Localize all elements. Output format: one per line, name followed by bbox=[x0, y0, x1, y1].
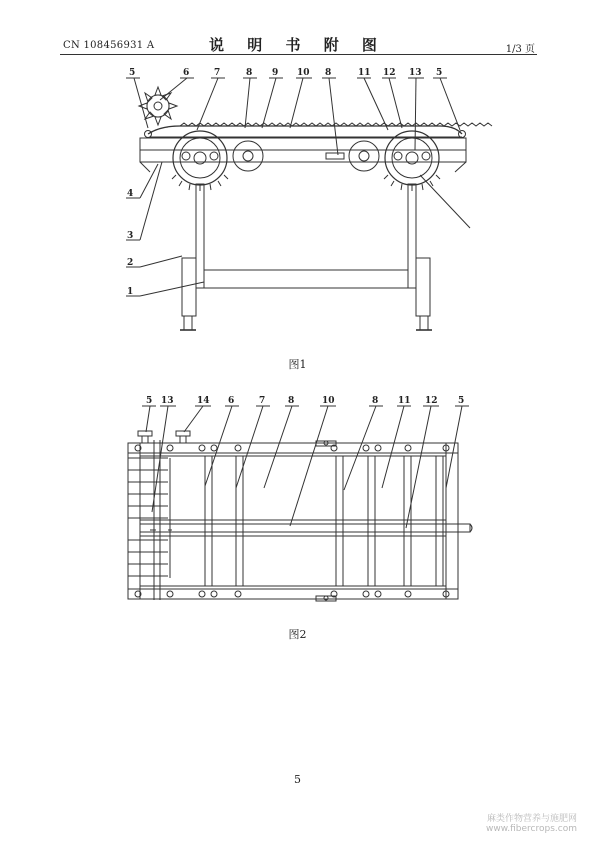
fig2-label-5a: 5 bbox=[146, 396, 153, 406]
watermark-url: www.fibercrops.com bbox=[486, 824, 577, 834]
fig1-label-8b: 8 bbox=[325, 68, 332, 78]
fig1-label-9: 9 bbox=[272, 68, 279, 78]
fig2-label-8b: 8 bbox=[372, 396, 379, 406]
fig2-label-5b: 5 bbox=[458, 396, 465, 406]
fig2-label-11: 11 bbox=[398, 396, 411, 406]
fig2-label-6: 6 bbox=[228, 396, 235, 406]
fig1-label-3: 3 bbox=[127, 231, 134, 241]
fig2-label-13: 13 bbox=[161, 396, 174, 406]
fig2-label-10: 10 bbox=[322, 396, 335, 406]
fig1-label-11: 11 bbox=[358, 68, 371, 78]
fig1-label-13: 13 bbox=[409, 68, 422, 78]
fig1-label-10: 10 bbox=[297, 68, 310, 78]
fig1-label-8a: 8 bbox=[246, 68, 253, 78]
fig1-label-12: 12 bbox=[383, 68, 396, 78]
figure-2-caption: 图2 bbox=[288, 628, 307, 641]
fig1-label-5b: 5 bbox=[436, 68, 443, 78]
patent-number: CN 108456931 A bbox=[63, 40, 155, 51]
watermark-site-name: 麻类作物营养与施肥网 bbox=[486, 814, 577, 824]
fig2-label-12: 12 bbox=[425, 396, 438, 406]
figure-1-caption: 图1 bbox=[288, 358, 307, 371]
fig1-label-2: 2 bbox=[127, 258, 134, 268]
fig1-label-4: 4 bbox=[127, 189, 134, 199]
fig2-label-8a: 8 bbox=[288, 396, 295, 406]
page-title: 说 明 书 附 图 bbox=[209, 36, 386, 54]
page-number: 5 bbox=[294, 773, 301, 786]
fig1-label-7: 7 bbox=[214, 68, 221, 78]
fig1-label-1: 1 bbox=[127, 287, 134, 297]
fig2-label-14: 14 bbox=[197, 396, 210, 406]
fig1-label-6: 6 bbox=[183, 68, 190, 78]
fig1-label-5a: 5 bbox=[129, 68, 136, 78]
page-indicator: 1/3 页 bbox=[505, 44, 535, 55]
fig2-label-7: 7 bbox=[259, 396, 266, 406]
